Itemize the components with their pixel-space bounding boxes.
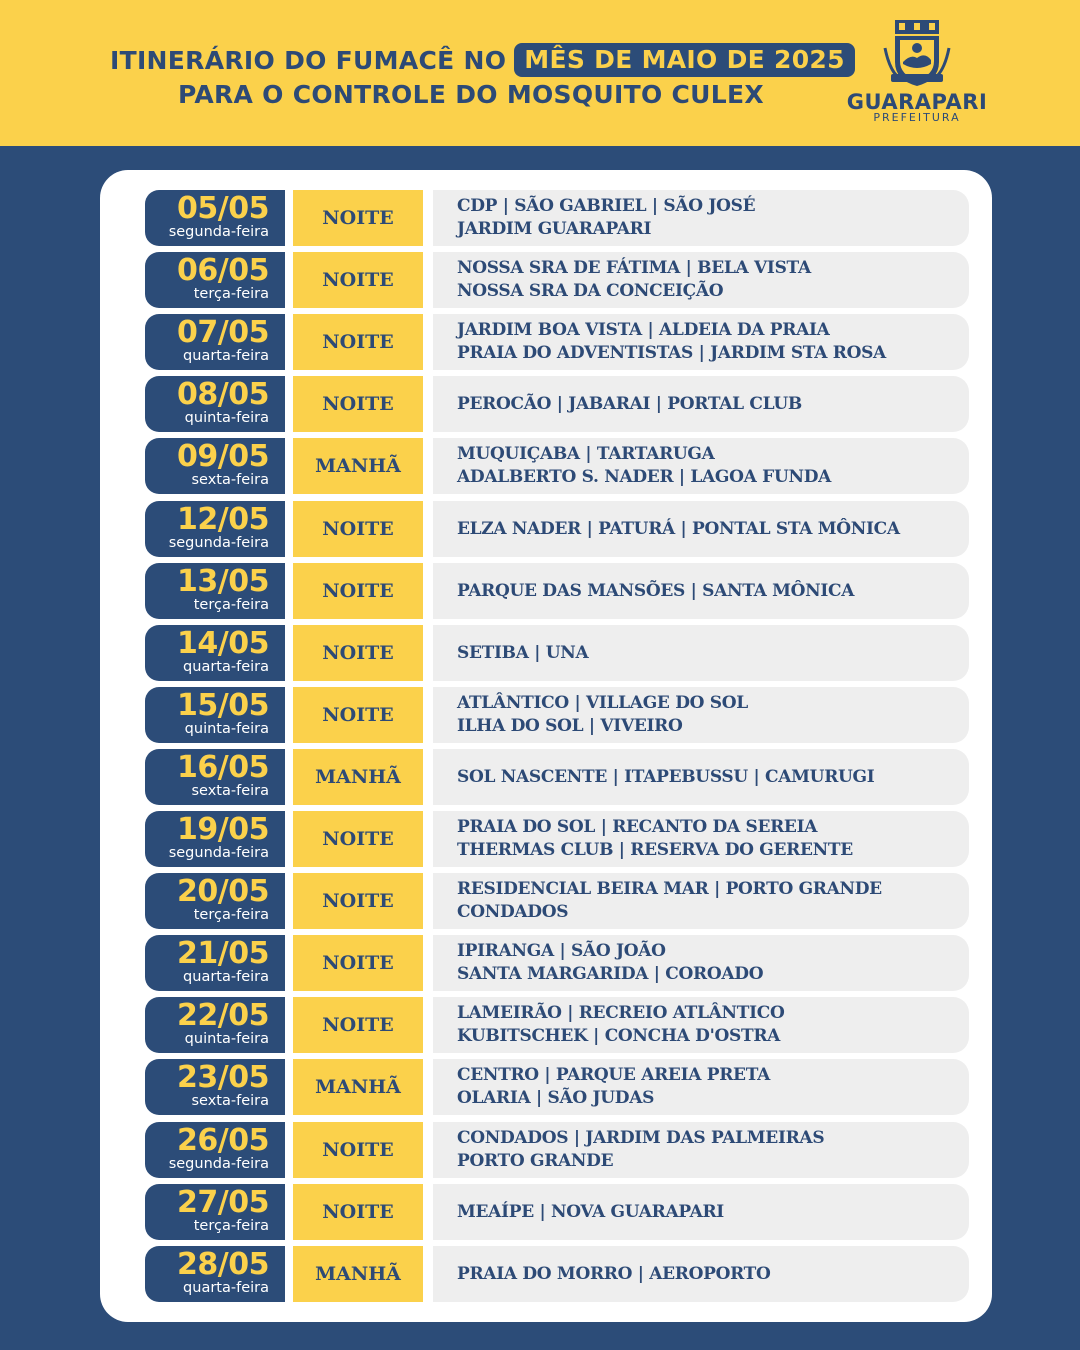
period-cell: NOITE	[293, 935, 423, 991]
weekday-label: quinta-feira	[184, 410, 269, 426]
neighborhoods-line-2: ILHA DO SOL | VIVEIRO	[457, 716, 683, 736]
weekday-label: quinta-feira	[184, 1031, 269, 1047]
weekday-label: terça-feira	[193, 286, 269, 302]
title-prefix: ITINERÁRIO DO FUMACÊ NO	[110, 45, 507, 75]
date-number: 28/05	[177, 1247, 269, 1282]
neighborhoods-line-2: CONDADOS	[457, 902, 569, 922]
schedule-row	[145, 1122, 970, 1178]
period-cell: NOITE	[293, 501, 423, 557]
weekday-label: sexta-feira	[191, 1093, 269, 1109]
schedule-row	[145, 252, 970, 308]
date-number: 14/05	[177, 626, 269, 661]
date-number: 06/05	[177, 253, 269, 288]
logo-name: GUARAPARI	[846, 90, 988, 114]
weekday-label: segunda-feira	[168, 535, 269, 551]
period-cell: NOITE	[293, 687, 423, 743]
schedule-row	[145, 811, 970, 867]
period-cell: MANHÃ	[293, 1059, 423, 1115]
period-cell: NOITE	[293, 376, 423, 432]
title-line-1	[110, 38, 850, 82]
neighborhoods-cell	[433, 501, 969, 557]
weekday-label: sexta-feira	[191, 472, 269, 488]
weekday-label: quarta-feira	[183, 659, 269, 675]
period-cell: NOITE	[293, 997, 423, 1053]
neighborhoods-cell	[433, 1059, 969, 1115]
neighborhoods-line-1: CDP | SÃO GABRIEL | SÃO JOSÉ	[457, 196, 756, 216]
date-cell	[145, 687, 285, 743]
neighborhoods-line-2: OLARIA | SÃO JUDAS	[457, 1088, 655, 1108]
period-cell: NOITE	[293, 563, 423, 619]
schedule-row	[145, 1059, 970, 1115]
period-cell: MANHÃ	[293, 749, 423, 805]
weekday-label: segunda-feira	[168, 845, 269, 861]
weekday-label: quarta-feira	[183, 969, 269, 985]
period-cell: NOITE	[293, 811, 423, 867]
schedule-row	[145, 1246, 970, 1302]
date-number: 26/05	[177, 1123, 269, 1158]
date-cell	[145, 873, 285, 929]
period-cell: NOITE	[293, 1122, 423, 1178]
date-number: 23/05	[177, 1060, 269, 1095]
schedule-row	[145, 190, 970, 246]
schedule-row	[145, 563, 970, 619]
schedule-row	[145, 749, 970, 805]
schedule-row	[145, 501, 970, 557]
neighborhoods-line-1: ATLÂNTICO | VILLAGE DO SOL	[457, 693, 748, 713]
neighborhoods-line-1: PARQUE DAS MANSÕES | SANTA MÔNICA	[457, 580, 855, 601]
date-number: 05/05	[177, 191, 269, 226]
date-number: 20/05	[177, 874, 269, 909]
date-number: 12/05	[177, 502, 269, 537]
date-cell	[145, 252, 285, 308]
date-cell	[145, 1059, 285, 1115]
neighborhoods-line-2: THERMAS CLUB | RESERVA DO GERENTE	[457, 840, 853, 860]
schedule-row	[145, 935, 970, 991]
neighborhoods-line-1: CONDADOS | JARDIM DAS PALMEIRAS	[457, 1128, 825, 1148]
neighborhoods-cell	[433, 1184, 969, 1240]
date-cell	[145, 625, 285, 681]
weekday-label: quarta-feira	[183, 1280, 269, 1296]
date-number: 13/05	[177, 564, 269, 599]
date-cell	[145, 190, 285, 246]
weekday-label: sexta-feira	[191, 783, 269, 799]
neighborhoods-cell	[433, 811, 969, 867]
city-crest-icon	[881, 18, 953, 90]
date-cell	[145, 1184, 285, 1240]
date-number: 07/05	[177, 315, 269, 350]
weekday-label: terça-feira	[193, 907, 269, 923]
header-banner	[0, 0, 1080, 146]
date-number: 16/05	[177, 750, 269, 785]
date-cell	[145, 997, 285, 1053]
period-cell: NOITE	[293, 625, 423, 681]
neighborhoods-cell	[433, 997, 969, 1053]
date-cell	[145, 1122, 285, 1178]
neighborhoods-line-2: ADALBERTO S. NADER | LAGOA FUNDA	[457, 467, 832, 487]
neighborhoods-line-2: PRAIA DO ADVENTISTAS | JARDIM STA ROSA	[457, 343, 886, 363]
neighborhoods-line-2: KUBITSCHEK | CONCHA D'OSTRA	[457, 1026, 781, 1046]
weekday-label: terça-feira	[193, 597, 269, 613]
neighborhoods-line-2: SANTA MARGARIDA | COROADO	[457, 964, 764, 984]
schedule-row	[145, 873, 970, 929]
weekday-label: terça-feira	[193, 1218, 269, 1234]
neighborhoods-cell	[433, 376, 969, 432]
schedule-row	[145, 376, 970, 432]
neighborhoods-cell	[433, 252, 969, 308]
neighborhoods-cell	[433, 438, 969, 494]
neighborhoods-cell	[433, 625, 969, 681]
neighborhoods-cell	[433, 563, 969, 619]
date-number: 22/05	[177, 998, 269, 1033]
neighborhoods-line-2: PORTO GRANDE	[457, 1151, 614, 1171]
weekday-label: segunda-feira	[168, 1156, 269, 1172]
neighborhoods-line-1: CENTRO | PARQUE AREIA PRETA	[457, 1065, 771, 1085]
neighborhoods-line-1: PRAIA DO MORRO | AEROPORTO	[457, 1263, 771, 1284]
period-cell: MANHÃ	[293, 1246, 423, 1302]
neighborhoods-line-1: MEAÍPE | NOVA GUARAPARI	[457, 1201, 724, 1222]
schedule-row	[145, 625, 970, 681]
period-cell: NOITE	[293, 1184, 423, 1240]
neighborhoods-cell	[433, 1122, 969, 1178]
date-number: 09/05	[177, 439, 269, 474]
weekday-label: segunda-feira	[168, 224, 269, 240]
neighborhoods-cell	[433, 314, 969, 370]
neighborhoods-line-1: JARDIM BOA VISTA | ALDEIA DA PRAIA	[457, 320, 830, 340]
schedule-row	[145, 997, 970, 1053]
neighborhoods-cell	[433, 190, 969, 246]
date-cell	[145, 563, 285, 619]
neighborhoods-line-1: PRAIA DO SOL | RECANTO DA SEREIA	[457, 817, 818, 837]
period-cell: NOITE	[293, 314, 423, 370]
date-cell	[145, 811, 285, 867]
period-cell: NOITE	[293, 873, 423, 929]
weekday-label: quinta-feira	[184, 721, 269, 737]
schedule-row	[145, 1184, 970, 1240]
neighborhoods-line-1: PEROCÃO | JABARAI | PORTAL CLUB	[457, 393, 802, 414]
date-cell	[145, 1246, 285, 1302]
weekday-label: quarta-feira	[183, 348, 269, 364]
neighborhoods-line-1: SOL NASCENTE | ITAPEBUSSU | CAMURUGI	[457, 766, 875, 787]
neighborhoods-line-2: NOSSA SRA DA CONCEIÇÃO	[457, 281, 724, 301]
neighborhoods-line-1: NOSSA SRA DE FÁTIMA | BELA VISTA	[457, 258, 811, 278]
page-title	[110, 38, 850, 109]
date-cell	[145, 935, 285, 991]
date-cell	[145, 749, 285, 805]
neighborhoods-line-1: SETIBA | UNA	[457, 642, 589, 663]
period-cell: NOITE	[293, 190, 423, 246]
period-cell: NOITE	[293, 252, 423, 308]
neighborhoods-cell	[433, 687, 969, 743]
title-line-2: PARA O CONTROLE DO MOSQUITO CULEX	[178, 80, 764, 109]
neighborhoods-line-1: RESIDENCIAL BEIRA MAR | PORTO GRANDE	[457, 879, 882, 899]
schedule-row	[145, 314, 970, 370]
neighborhoods-line-1: IPIRANGA | SÃO JOÃO	[457, 941, 666, 961]
neighborhoods-cell	[433, 1246, 969, 1302]
date-cell	[145, 438, 285, 494]
neighborhoods-cell	[433, 935, 969, 991]
schedule-row	[145, 687, 970, 743]
schedule-row	[145, 438, 970, 494]
date-number: 15/05	[177, 688, 269, 723]
date-cell	[145, 376, 285, 432]
date-cell	[145, 501, 285, 557]
date-cell	[145, 314, 285, 370]
prefeitura-logo	[846, 18, 988, 130]
neighborhoods-cell	[433, 749, 969, 805]
neighborhoods-cell	[433, 873, 969, 929]
period-cell: MANHÃ	[293, 438, 423, 494]
date-number: 19/05	[177, 812, 269, 847]
date-number: 08/05	[177, 377, 269, 412]
logo-subtitle: PREFEITURA	[873, 111, 961, 124]
date-number: 27/05	[177, 1185, 269, 1220]
neighborhoods-line-1: MUQUIÇABA | TARTARUGA	[457, 444, 715, 464]
title-highlight-badge: MÊS DE MAIO DE 2025	[514, 43, 855, 77]
neighborhoods-line-2: JARDIM GUARAPARI	[457, 219, 652, 239]
neighborhoods-line-1: LAMEIRÃO | RECREIO ATLÂNTICO	[457, 1003, 785, 1023]
date-number: 21/05	[177, 936, 269, 971]
neighborhoods-line-1: ELZA NADER | PATURÁ | PONTAL STA MÔNICA	[457, 518, 900, 539]
